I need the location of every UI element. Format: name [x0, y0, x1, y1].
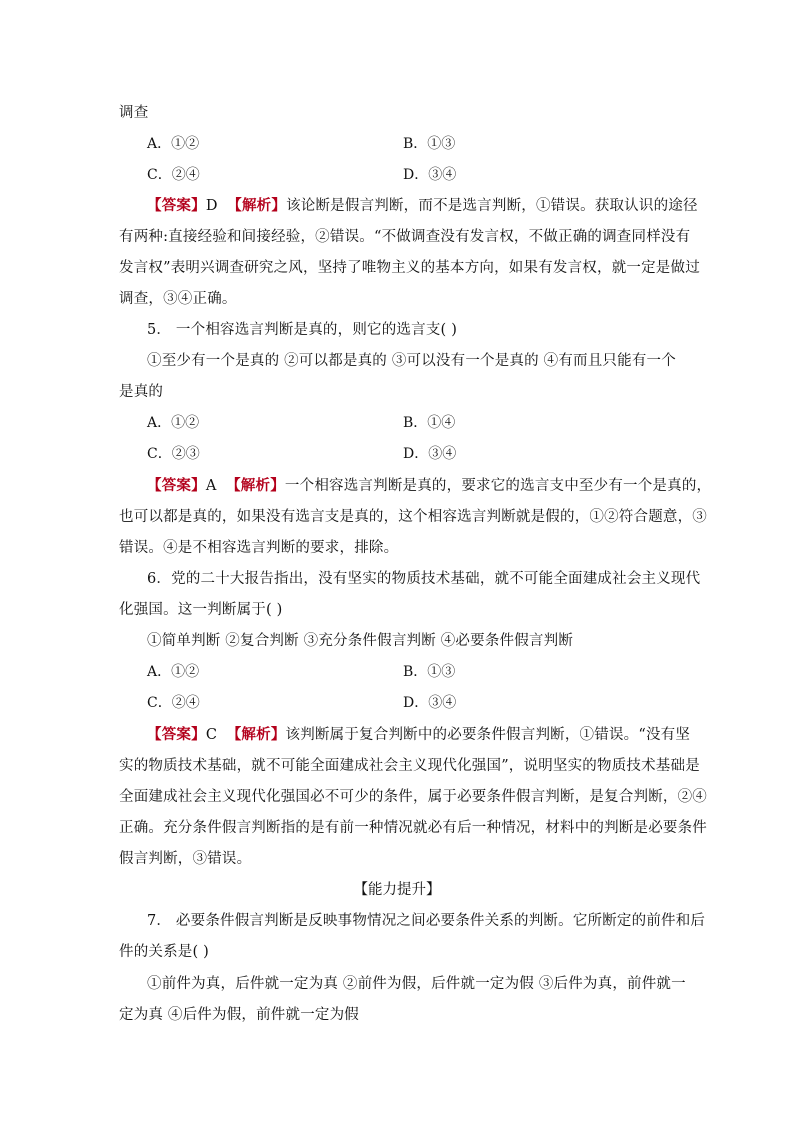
q6-answer-line [147, 725, 707, 745]
q5-stem: 5． 一个相容选言判断是真的，则它的选言支( ) [147, 322, 458, 338]
answer-tag: 【答案】 [147, 726, 206, 743]
analysis-tag: 【解析】 [226, 477, 285, 494]
q5-answer-line [147, 476, 712, 496]
q7-stem-cont: 件的关系是( ) [119, 944, 210, 960]
q6-analysis-line: 全面建成社会主义现代化强国必不可少的条件，属于必要条件假言判断，是复合判断，②④ [119, 789, 707, 805]
q5-items-cont: 是真的 [119, 384, 164, 400]
analysis-tag: 【解析】 [227, 197, 287, 214]
q4-analysis-line: 有两种:直接经验和间接经验，②错误。“不做调查没有发言权，不做正确的调查同样没有 [119, 229, 691, 245]
q6-analysis-line: 正确。充分条件假言判断指的是有前一种情况就必有后一种情况，材料中的判断是必要条件 [119, 820, 707, 836]
q5-option-c: C．②③ [147, 446, 200, 462]
q6-analysis-line: 假言判断，③错误。 [119, 851, 252, 867]
answer-letter: A [205, 478, 217, 494]
q7-stem: 7． 必要条件假言判断是反映事物情况之间必要条件关系的判断。它所断定的前件和后 [147, 913, 706, 929]
q6-analysis-line: 实的物质技术基础，就不可能全面建成社会主义现代化强国”，说明坚实的物质技术基础是 [119, 758, 700, 774]
analysis-tag: 【解析】 [226, 726, 286, 743]
answer-letter: D [205, 198, 218, 214]
q4-option-b: B．①③ [403, 136, 456, 152]
q4-option-d: D．③④ [403, 167, 457, 183]
q5-analysis-line: 错误。④是不相容选言判断的要求，排除。 [119, 540, 399, 556]
q6-option-a: A．①② [147, 664, 200, 680]
answer-tag: 【答案】 [147, 477, 206, 494]
q6-option-d: D．③④ [403, 695, 457, 711]
q4-option-a: A．①② [147, 136, 200, 152]
q6-option-b: B．①③ [403, 664, 456, 680]
answer-tag: 【答案】 [147, 197, 206, 214]
q7-items-cont: 定为真 ④后件为假，前件就一定为假 [119, 1007, 360, 1023]
section-title: 【能力提升】 [353, 882, 441, 898]
q4-option-c: C．②④ [147, 167, 200, 183]
answer-letter: C [205, 727, 218, 743]
q6-option-c: C．②④ [147, 695, 200, 711]
analysis-text: 一个相容选言判断是真的，要求它的选言支中至少有一个是真的， [284, 478, 712, 494]
q6-items: ①简单判断 ②复合判断 ③充分条件假言判断 ④必要条件假言判断 [147, 633, 574, 649]
q6-stem-cont: 化强国。这一判断属于( ) [119, 602, 283, 618]
analysis-text: 该判断属于复合判断中的必要条件假言判断，①错误。“没有坚 [285, 727, 691, 743]
q5-option-a: A．①② [147, 415, 200, 431]
q5-option-d: D．③④ [403, 446, 457, 462]
q7-items: ①前件为真，后件就一定为真 ②前件为假，后件就一定为假 ③后件为真，前件就一 [147, 976, 686, 992]
q6-stem: 6．党的二十大报告指出，没有坚实的物质技术基础，就不可能全面建成社会主义现代 [147, 571, 701, 587]
q4-answer-line [147, 196, 707, 216]
q5-analysis-line: 也可以都是真的，如果没有选言支是真的，这个相容选言判断就是假的，①②符合题意，③ [119, 509, 707, 525]
q4-analysis-line: 发言权”表明兴调查研究之风，坚持了唯物主义的基本方向，如果有发言权，就一定是做过 [119, 260, 700, 276]
q5-option-b: B．①④ [403, 415, 456, 431]
q4-analysis-line: 调查，③④正确。 [119, 291, 237, 307]
q4-stem-tail: 调查 [119, 105, 149, 121]
q5-items: ①至少有一个是真的 ②可以都是真的 ③可以没有一个是真的 ④有而且只能有一个 [147, 353, 676, 369]
analysis-text: 该论断是假言判断，而不是选言判断，①错误。获取认识的途径 [286, 198, 698, 214]
